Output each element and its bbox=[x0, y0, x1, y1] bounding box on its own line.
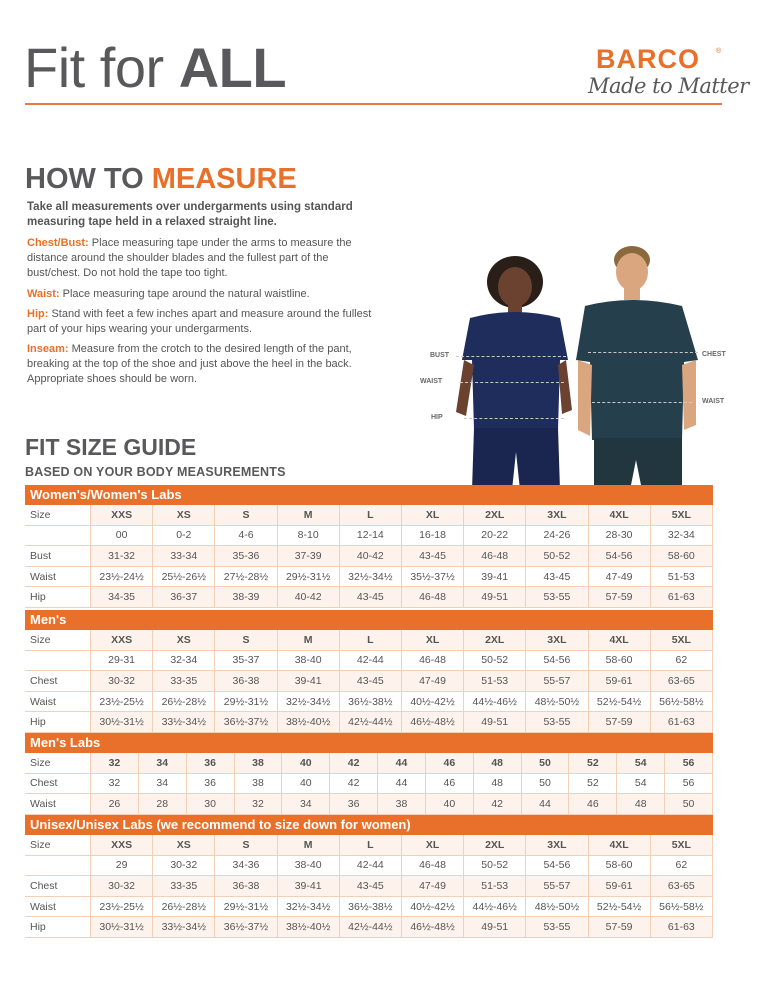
row-label-cell: Bust bbox=[25, 546, 91, 567]
table-cell: 49-51 bbox=[464, 587, 526, 608]
table-cell: 40 bbox=[282, 774, 330, 795]
men-labs-size-table bbox=[25, 753, 713, 815]
table-cell: 55-57 bbox=[526, 671, 588, 692]
size-header-cell: S bbox=[215, 835, 277, 856]
waist-callout-left: WAIST bbox=[420, 378, 443, 385]
table-cell: 38 bbox=[378, 794, 426, 815]
table-row bbox=[25, 753, 713, 774]
table-cell: 36½-38½ bbox=[340, 692, 402, 713]
table-cell: 46 bbox=[569, 794, 617, 815]
row-label-cell: Size bbox=[25, 505, 91, 526]
table-cell: 38-39 bbox=[215, 587, 277, 608]
table-cell: 54-56 bbox=[589, 546, 651, 567]
table-cell: 26 bbox=[91, 794, 139, 815]
table-cell: 26½-28½ bbox=[153, 897, 215, 918]
table-cell: 25½-26½ bbox=[153, 567, 215, 588]
table-cell: 30-32 bbox=[91, 876, 153, 897]
table-cell: 29½-31½ bbox=[278, 567, 340, 588]
row-label-cell: Waist bbox=[25, 897, 91, 918]
table-cell: 30-32 bbox=[153, 856, 215, 877]
row-label-cell: Chest bbox=[25, 774, 91, 795]
table-row bbox=[25, 794, 713, 815]
table-cell: 16-18 bbox=[402, 526, 464, 547]
inseam-label: Inseam: bbox=[27, 343, 69, 355]
row-label-cell: Size bbox=[25, 835, 91, 856]
table-cell: 33-34 bbox=[153, 546, 215, 567]
row-label-cell: Hip bbox=[25, 712, 91, 733]
size-header-cell: 46 bbox=[426, 753, 474, 774]
table-cell: 58-60 bbox=[589, 856, 651, 877]
table-cell: 42-44 bbox=[340, 651, 402, 672]
table-cell: 30-32 bbox=[91, 671, 153, 692]
row-label-cell: Hip bbox=[25, 917, 91, 938]
size-header-cell: 5XL bbox=[651, 505, 713, 526]
table-cell: 38 bbox=[235, 774, 283, 795]
table-cell: 49-51 bbox=[464, 917, 526, 938]
size-header-cell: 5XL bbox=[651, 630, 713, 651]
table-cell: 23½-25½ bbox=[91, 897, 153, 918]
table-cell: 57-59 bbox=[589, 712, 651, 733]
table-cell: 00 bbox=[91, 526, 153, 547]
table-cell: 33½-34½ bbox=[153, 917, 215, 938]
table-cell: 42 bbox=[474, 794, 522, 815]
models-illustration bbox=[420, 240, 730, 490]
table-cell: 42-44 bbox=[340, 856, 402, 877]
size-header-cell: 3XL bbox=[526, 835, 588, 856]
size-header-cell: M bbox=[278, 835, 340, 856]
table-row bbox=[25, 505, 713, 526]
table-cell: 8-10 bbox=[278, 526, 340, 547]
table-cell: 50-52 bbox=[464, 651, 526, 672]
table-cell: 40 bbox=[426, 794, 474, 815]
how-to-measure-heading bbox=[25, 163, 297, 196]
hip-measure-line bbox=[464, 418, 564, 419]
table-cell: 61-63 bbox=[651, 587, 713, 608]
chest-measure-line bbox=[588, 352, 698, 353]
table-cell: 46 bbox=[426, 774, 474, 795]
table-cell: 31-32 bbox=[91, 546, 153, 567]
table-cell: 48½-50½ bbox=[526, 897, 588, 918]
size-header-cell: XS bbox=[153, 835, 215, 856]
table-cell: 43-45 bbox=[526, 567, 588, 588]
row-label-cell: Size bbox=[25, 753, 91, 774]
row-label-cell bbox=[25, 651, 91, 672]
size-header-cell: XL bbox=[402, 630, 464, 651]
table-cell: 50 bbox=[665, 794, 713, 815]
waist-instruction bbox=[27, 287, 382, 302]
table-cell: 44 bbox=[522, 794, 570, 815]
table-cell: 28-30 bbox=[589, 526, 651, 547]
man-model bbox=[576, 246, 698, 490]
table-cell: 4-6 bbox=[215, 526, 277, 547]
size-header-cell: M bbox=[278, 630, 340, 651]
row-label-cell: Size bbox=[25, 630, 91, 651]
table-cell: 62 bbox=[651, 651, 713, 672]
hip-label: Hip: bbox=[27, 308, 49, 320]
size-header-cell: 38 bbox=[235, 753, 283, 774]
table-cell: 51-53 bbox=[464, 671, 526, 692]
table-cell: 23½-24½ bbox=[91, 567, 153, 588]
table-cell: 37-39 bbox=[278, 546, 340, 567]
table-cell: 28 bbox=[139, 794, 187, 815]
table-cell: 56 bbox=[665, 774, 713, 795]
table-cell: 57-59 bbox=[589, 587, 651, 608]
models-figure bbox=[420, 240, 730, 490]
table-row bbox=[25, 651, 713, 672]
table-cell: 43-45 bbox=[340, 587, 402, 608]
hip-text: Stand with feet a few inches apart and measure around the fullest part of your hips wearing your undergarments. bbox=[27, 308, 372, 335]
table-cell: 36½-38½ bbox=[340, 897, 402, 918]
table-cell: 34 bbox=[139, 774, 187, 795]
table-cell: 55-57 bbox=[526, 876, 588, 897]
table-cell: 29-31 bbox=[91, 651, 153, 672]
table-cell: 40½-42½ bbox=[402, 692, 464, 713]
table-cell: 57-59 bbox=[589, 917, 651, 938]
table-row bbox=[25, 630, 713, 651]
table-cell: 24-26 bbox=[526, 526, 588, 547]
bust-measure-line bbox=[456, 356, 566, 357]
table-cell: 46½-48½ bbox=[402, 712, 464, 733]
table-cell: 29½-31½ bbox=[215, 897, 277, 918]
logo-brand: BARCO bbox=[596, 44, 700, 74]
row-label-cell: Waist bbox=[25, 567, 91, 588]
table-cell: 56½-58½ bbox=[651, 692, 713, 713]
size-header-cell: L bbox=[340, 505, 402, 526]
table-row bbox=[25, 835, 713, 856]
table-cell: 30½-31½ bbox=[91, 917, 153, 938]
waist-callout-right: WAIST bbox=[702, 398, 725, 405]
section-header-men-labs: Men's Labs bbox=[25, 733, 713, 753]
table-cell: 58-60 bbox=[589, 651, 651, 672]
table-cell: 38-40 bbox=[278, 856, 340, 877]
table-cell: 32½-34½ bbox=[278, 692, 340, 713]
table-cell: 32 bbox=[91, 774, 139, 795]
table-cell: 39-41 bbox=[278, 671, 340, 692]
waist-text: Place measuring tape around the natural waistline. bbox=[62, 288, 310, 300]
size-header-cell: XS bbox=[153, 630, 215, 651]
table-cell: 59-61 bbox=[589, 671, 651, 692]
bust-callout: BUST bbox=[430, 352, 450, 359]
table-cell: 54-56 bbox=[526, 856, 588, 877]
fit-size-guide-subheading: BASED ON YOUR BODY MEASUREMENTS bbox=[25, 465, 286, 479]
table-cell: 20-22 bbox=[464, 526, 526, 547]
table-row bbox=[25, 546, 713, 567]
page-title bbox=[24, 36, 287, 99]
logo-registered-mark: ® bbox=[716, 48, 722, 55]
table-row bbox=[25, 712, 713, 733]
size-header-cell: 5XL bbox=[651, 835, 713, 856]
table-cell: 26½-28½ bbox=[153, 692, 215, 713]
table-cell: 47-49 bbox=[402, 671, 464, 692]
table-cell: 62 bbox=[651, 856, 713, 877]
row-label-cell bbox=[25, 856, 91, 877]
table-cell: 42½-44½ bbox=[340, 917, 402, 938]
table-row bbox=[25, 526, 713, 547]
waist-label: Waist: bbox=[27, 288, 60, 300]
size-header-cell: 2XL bbox=[464, 630, 526, 651]
measure-intro: Take all measurements over undergarments using standard measuring tape held in a relaxed straight line. bbox=[27, 201, 353, 228]
table-cell: 36-37 bbox=[153, 587, 215, 608]
table-cell: 32-34 bbox=[153, 651, 215, 672]
table-cell: 50 bbox=[522, 774, 570, 795]
row-label-cell: Chest bbox=[25, 671, 91, 692]
table-cell: 40-42 bbox=[340, 546, 402, 567]
size-header-cell: XL bbox=[402, 835, 464, 856]
size-header-cell: 2XL bbox=[464, 505, 526, 526]
table-cell: 53-55 bbox=[526, 712, 588, 733]
table-cell: 54-56 bbox=[526, 651, 588, 672]
table-cell: 36½-37½ bbox=[215, 917, 277, 938]
table-cell: 27½-28½ bbox=[215, 567, 277, 588]
row-label-cell bbox=[25, 526, 91, 547]
table-row bbox=[25, 856, 713, 877]
woman-model bbox=[456, 256, 572, 490]
table-row bbox=[25, 587, 713, 608]
table-cell: 52½-54½ bbox=[589, 897, 651, 918]
chest-bust-instruction bbox=[27, 236, 382, 281]
size-header-cell: 3XL bbox=[526, 505, 588, 526]
table-cell: 34-36 bbox=[215, 856, 277, 877]
table-cell: 38½-40½ bbox=[278, 712, 340, 733]
women-size-table bbox=[25, 505, 713, 608]
table-cell: 36½-37½ bbox=[215, 712, 277, 733]
hip-callout: HIP bbox=[431, 414, 443, 421]
size-header-cell: XXS bbox=[91, 835, 153, 856]
table-cell: 43-45 bbox=[402, 546, 464, 567]
table-cell: 32-34 bbox=[651, 526, 713, 547]
table-cell: 36-38 bbox=[215, 876, 277, 897]
table-cell: 59-61 bbox=[589, 876, 651, 897]
table-cell: 50-52 bbox=[526, 546, 588, 567]
size-header-cell: S bbox=[215, 505, 277, 526]
size-header-cell: L bbox=[340, 835, 402, 856]
table-row bbox=[25, 876, 713, 897]
table-cell: 43-45 bbox=[340, 671, 402, 692]
size-header-cell: 52 bbox=[569, 753, 617, 774]
size-header-cell: 32 bbox=[91, 753, 139, 774]
table-cell: 51-53 bbox=[651, 567, 713, 588]
table-cell: 46-48 bbox=[402, 856, 464, 877]
table-cell: 47-49 bbox=[589, 567, 651, 588]
table-cell: 34-35 bbox=[91, 587, 153, 608]
table-cell: 44½-46½ bbox=[464, 692, 526, 713]
section-header-women: Women's/Women's Labs bbox=[25, 485, 713, 505]
table-cell: 39-41 bbox=[464, 567, 526, 588]
section-header-men: Men's bbox=[25, 610, 713, 630]
row-label-cell: Waist bbox=[25, 794, 91, 815]
table-cell: 42 bbox=[330, 774, 378, 795]
table-cell: 40-42 bbox=[278, 587, 340, 608]
table-cell: 32½-34½ bbox=[278, 897, 340, 918]
inseam-text: Measure from the crotch to the desired length of the pant, breaking at the top of the shoe and just above the heel in the back. Appropriate shoes should be worn. bbox=[27, 343, 352, 385]
hip-instruction bbox=[27, 307, 382, 337]
table-cell: 46-48 bbox=[402, 651, 464, 672]
heading-accent: MEASURE bbox=[151, 163, 297, 195]
men-size-table bbox=[25, 630, 713, 733]
table-row bbox=[25, 774, 713, 795]
size-header-cell: XS bbox=[153, 505, 215, 526]
table-cell: 12-14 bbox=[340, 526, 402, 547]
table-row bbox=[25, 671, 713, 692]
size-header-cell: 4XL bbox=[589, 630, 651, 651]
table-cell: 32½-34½ bbox=[340, 567, 402, 588]
size-header-cell: 36 bbox=[187, 753, 235, 774]
table-cell: 30½-31½ bbox=[91, 712, 153, 733]
heading-plain: HOW TO bbox=[25, 163, 152, 195]
table-cell: 53-55 bbox=[526, 917, 588, 938]
table-cell: 54 bbox=[617, 774, 665, 795]
table-cell: 47-49 bbox=[402, 876, 464, 897]
size-header-cell: 40 bbox=[282, 753, 330, 774]
table-cell: 33½-34½ bbox=[153, 712, 215, 733]
row-label-cell: Hip bbox=[25, 587, 91, 608]
table-cell: 36 bbox=[330, 794, 378, 815]
table-cell: 29 bbox=[91, 856, 153, 877]
size-header-cell: XL bbox=[402, 505, 464, 526]
table-cell: 61-63 bbox=[651, 917, 713, 938]
table-cell: 56½-58½ bbox=[651, 897, 713, 918]
logo-tagline: Made to Matter bbox=[588, 74, 749, 98]
table-cell: 39-41 bbox=[278, 876, 340, 897]
size-header-cell: 54 bbox=[617, 753, 665, 774]
size-header-cell: 48 bbox=[474, 753, 522, 774]
table-cell: 49-51 bbox=[464, 712, 526, 733]
chest-callout: CHEST bbox=[702, 351, 726, 358]
size-header-cell: 2XL bbox=[464, 835, 526, 856]
table-cell: 63-65 bbox=[651, 671, 713, 692]
chest-bust-label: Chest/Bust: bbox=[27, 237, 89, 249]
size-header-cell: XXS bbox=[91, 505, 153, 526]
table-cell: 44 bbox=[378, 774, 426, 795]
size-header-cell: 56 bbox=[665, 753, 713, 774]
table-cell: 36-38 bbox=[215, 671, 277, 692]
size-header-cell: 4XL bbox=[589, 505, 651, 526]
waist-measure-line-right bbox=[592, 402, 692, 403]
table-cell: 61-63 bbox=[651, 712, 713, 733]
table-cell: 35-36 bbox=[215, 546, 277, 567]
size-header-cell: 4XL bbox=[589, 835, 651, 856]
table-cell: 63-65 bbox=[651, 876, 713, 897]
size-header-cell: 34 bbox=[139, 753, 187, 774]
fit-size-guide-heading: FIT SIZE GUIDE bbox=[25, 434, 197, 460]
waist-measure-line-left bbox=[460, 382, 564, 383]
table-row bbox=[25, 917, 713, 938]
table-cell: 40½-42½ bbox=[402, 897, 464, 918]
section-header-unisex: Unisex/Unisex Labs (we recommend to size down for women) bbox=[25, 815, 713, 835]
table-cell: 33-35 bbox=[153, 876, 215, 897]
table-cell: 38½-40½ bbox=[278, 917, 340, 938]
size-header-cell: M bbox=[278, 505, 340, 526]
table-cell: 58-60 bbox=[651, 546, 713, 567]
table-cell: 35-37 bbox=[215, 651, 277, 672]
table-cell: 52 bbox=[569, 774, 617, 795]
table-cell: 35½-37½ bbox=[402, 567, 464, 588]
table-cell: 36 bbox=[187, 774, 235, 795]
table-cell: 51-53 bbox=[464, 876, 526, 897]
table-cell: 34 bbox=[282, 794, 330, 815]
size-header-cell: S bbox=[215, 630, 277, 651]
table-cell: 48½-50½ bbox=[526, 692, 588, 713]
table-cell: 53-55 bbox=[526, 587, 588, 608]
table-cell: 50-52 bbox=[464, 856, 526, 877]
unisex-size-table bbox=[25, 835, 713, 938]
table-cell: 48 bbox=[617, 794, 665, 815]
table-cell: 42½-44½ bbox=[340, 712, 402, 733]
table-cell: 38-40 bbox=[278, 651, 340, 672]
table-cell: 29½-31½ bbox=[215, 692, 277, 713]
size-header-cell: XXS bbox=[91, 630, 153, 651]
size-header-cell: 42 bbox=[330, 753, 378, 774]
table-cell: 46-48 bbox=[464, 546, 526, 567]
table-row bbox=[25, 567, 713, 588]
size-header-cell: 50 bbox=[522, 753, 570, 774]
row-label-cell: Chest bbox=[25, 876, 91, 897]
table-cell: 43-45 bbox=[340, 876, 402, 897]
table-cell: 48 bbox=[474, 774, 522, 795]
table-cell: 30 bbox=[187, 794, 235, 815]
table-cell: 32 bbox=[235, 794, 283, 815]
table-cell: 44½-46½ bbox=[464, 897, 526, 918]
table-row bbox=[25, 692, 713, 713]
table-cell: 0-2 bbox=[153, 526, 215, 547]
size-header-cell: L bbox=[340, 630, 402, 651]
row-label-cell: Waist bbox=[25, 692, 91, 713]
table-row bbox=[25, 897, 713, 918]
barco-logo bbox=[588, 44, 749, 104]
table-cell: 46½-48½ bbox=[402, 917, 464, 938]
size-header-cell: 44 bbox=[378, 753, 426, 774]
table-cell: 33-35 bbox=[153, 671, 215, 692]
title-bold: ALL bbox=[178, 36, 287, 99]
table-cell: 52½-54½ bbox=[589, 692, 651, 713]
table-cell: 23½-25½ bbox=[91, 692, 153, 713]
table-cell: 46-48 bbox=[402, 587, 464, 608]
size-header-cell: 3XL bbox=[526, 630, 588, 651]
chest-bust-text: Place measuring tape under the arms to measure the distance around the shoulder blades and the fullest part of the bust/chest. Do not hold the tape too tight. bbox=[27, 237, 352, 279]
inseam-instruction bbox=[27, 342, 382, 387]
title-light: Fit for bbox=[24, 36, 179, 99]
